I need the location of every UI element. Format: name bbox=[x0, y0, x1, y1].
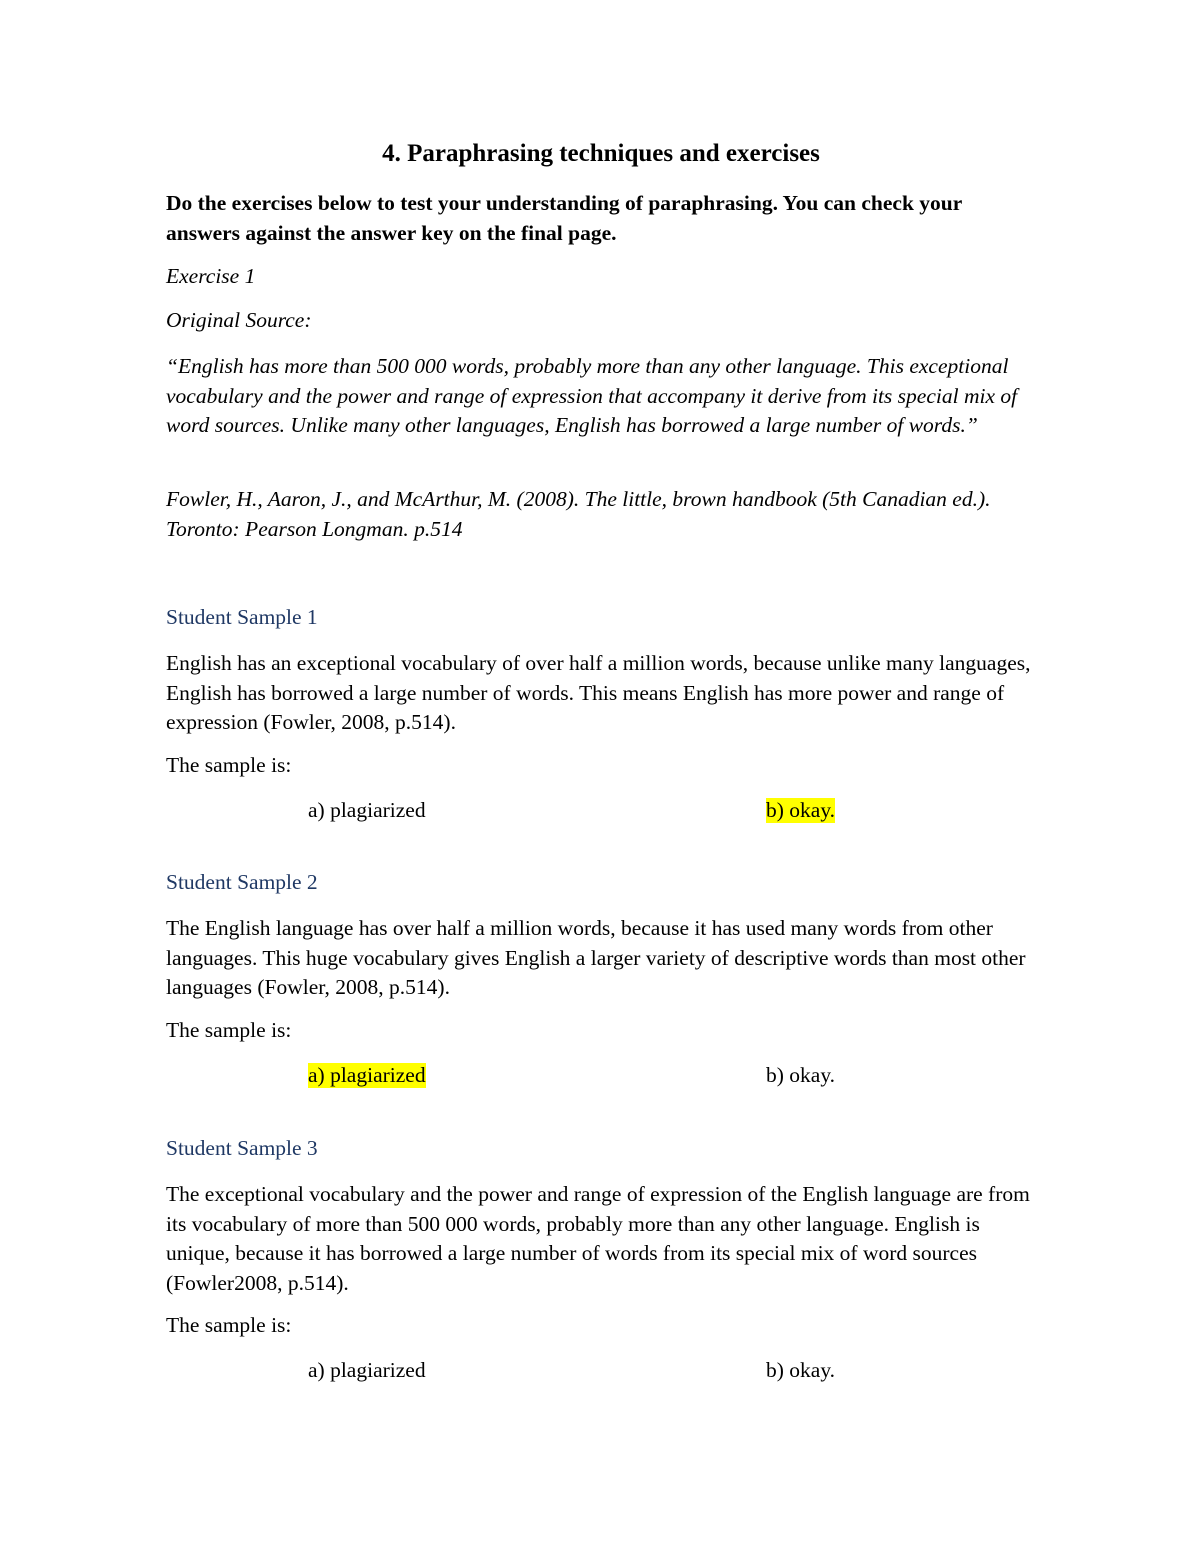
source-label: Original Source: bbox=[166, 308, 312, 332]
sample-1-prompt: The sample is: bbox=[166, 753, 292, 777]
sample-1-option-b[interactable]: b) okay. bbox=[766, 798, 836, 822]
page-title: 4. Paraphrasing techniques and exercises bbox=[382, 140, 820, 167]
sample-3-prompt: The sample is: bbox=[166, 1313, 292, 1337]
sample-3-option-a[interactable]: a) plagiarized bbox=[308, 1358, 426, 1382]
sample-3-heading: Student Sample 3 bbox=[166, 1136, 318, 1160]
sample-2-option-b[interactable]: b) okay. bbox=[766, 1063, 836, 1087]
sample-2-heading: Student Sample 2 bbox=[166, 870, 318, 894]
sample-3-option-b[interactable]: b) okay. bbox=[766, 1358, 836, 1382]
sample-2-text: The English language has over half a million words, because it has used many words from other languages. This huge vocabulary gives English a larger variety of descriptive words than most other languages (Fowler, 2008, p.514). bbox=[166, 916, 1026, 999]
citation: Fowler, H., Aaron, J., and McArthur, M. (2008). The little, brown handbook (5th Canadian ed.). Toronto: Pearson Longman. p.514 bbox=[166, 487, 991, 541]
intro-paragraph: Do the exercises below to test your understanding of paraphrasing. You can check your answers against the answer key on the final page. bbox=[166, 191, 962, 245]
sample-3-text: The exceptional vocabulary and the power and range of expression of the English language are from its vocabulary of more than 500 000 words, probably more than any other language. English is unique, because it has borrowed a large number of words from its special mix of word sources (Fowler2008, p.514). bbox=[166, 1182, 1030, 1295]
sample-1-option-a[interactable]: a) plagiarized bbox=[308, 798, 426, 822]
original-quote: “English has more than 500 000 words, probably more than any other language. This exceptional vocabulary and the power and range of expression that accompany it derive from its special mix of word sources. Unlike many other languages, English has borrowed a large number of words.” bbox=[166, 354, 1018, 437]
sample-2-option-a[interactable]: a) plagiarized bbox=[308, 1063, 426, 1087]
exercise-label: Exercise 1 bbox=[166, 264, 256, 288]
sample-1-text: English has an exceptional vocabulary of over half a million words, because unlike many languages, English has borrowed a large number of words. This means English has more power and range of expression (Fowler, 2008, p.514). bbox=[166, 651, 1031, 734]
sample-2-prompt: The sample is: bbox=[166, 1018, 292, 1042]
sample-1-heading: Student Sample 1 bbox=[166, 605, 318, 629]
